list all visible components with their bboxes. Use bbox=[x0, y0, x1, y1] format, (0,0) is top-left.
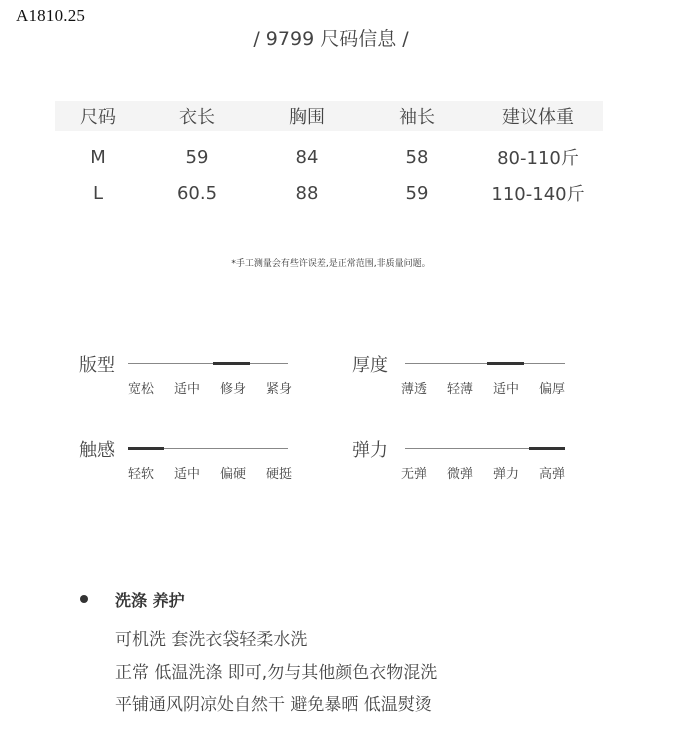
scale-option: 轻软 bbox=[128, 467, 155, 482]
scale-fit bbox=[79, 351, 309, 401]
header-length: 衣长 bbox=[179, 107, 215, 128]
scale-selected-marker bbox=[213, 362, 250, 365]
header-sleeve: 袖长 bbox=[399, 107, 435, 128]
care-line: 正常 低温洗涤 即可,勿与其他颜色衣物混洗 bbox=[115, 663, 438, 683]
scale-track bbox=[128, 448, 288, 449]
care-line: 可机洗 套洗衣袋轻柔水洗 bbox=[115, 630, 308, 650]
cell-size: M bbox=[90, 146, 106, 168]
table-row bbox=[55, 139, 603, 175]
scale-texture bbox=[79, 436, 309, 486]
scale-option: 修身 bbox=[220, 382, 247, 397]
scale-track bbox=[405, 448, 565, 449]
scale-selected-marker bbox=[128, 447, 164, 450]
scale-option: 薄透 bbox=[401, 382, 428, 397]
scale-options bbox=[401, 463, 585, 482]
scale-option: 硬挺 bbox=[266, 467, 293, 482]
scale-options bbox=[128, 378, 312, 397]
scale-label: 触感 bbox=[79, 440, 115, 461]
cell-chest: 84 bbox=[295, 146, 319, 168]
cell-chest: 88 bbox=[295, 182, 319, 204]
scale-options bbox=[401, 378, 585, 397]
scale-label: 版型 bbox=[79, 355, 115, 376]
size-table bbox=[55, 101, 603, 211]
scale-option: 无弹 bbox=[401, 467, 428, 482]
cell-length: 59 bbox=[185, 146, 209, 168]
scale-track bbox=[405, 363, 565, 364]
scale-option: 轻薄 bbox=[447, 382, 474, 397]
scale-track bbox=[128, 363, 288, 364]
care-title: 洗涤 养护 bbox=[115, 591, 185, 610]
product-code: A1810.25 bbox=[16, 6, 86, 25]
scale-option: 高弹 bbox=[539, 467, 566, 482]
scale-selected-marker bbox=[487, 362, 524, 365]
scale-label: 弹力 bbox=[352, 440, 388, 461]
scale-option: 偏厚 bbox=[539, 382, 566, 397]
scale-option: 紧身 bbox=[266, 382, 293, 397]
scale-options bbox=[128, 463, 312, 482]
header-chest: 胸围 bbox=[289, 107, 325, 128]
care-line: 平铺通风阴凉处自然干 避免暴晒 低温熨烫 bbox=[115, 695, 432, 715]
scale-option: 适中 bbox=[493, 382, 520, 397]
table-header-row bbox=[55, 101, 603, 131]
cell-sleeve: 58 bbox=[405, 146, 429, 168]
scale-option: 宽松 bbox=[128, 382, 155, 397]
cell-size: L bbox=[92, 182, 104, 204]
scale-label: 厚度 bbox=[352, 355, 388, 376]
table-row bbox=[55, 175, 603, 211]
header-weight: 建议体重 bbox=[502, 107, 574, 128]
scale-option: 弹力 bbox=[493, 467, 520, 482]
cell-sleeve: 59 bbox=[405, 182, 429, 204]
header-size: 尺码 bbox=[80, 107, 116, 128]
cell-length: 60.5 bbox=[176, 182, 218, 204]
scale-option: 适中 bbox=[174, 467, 201, 482]
measurement-note: *手工测量会有些许误差,是正常范围,非质量问题。 bbox=[231, 259, 431, 269]
page-title: / 9799 尺码信息 / bbox=[253, 28, 409, 50]
scale-thickness bbox=[352, 351, 582, 401]
scale-option: 适中 bbox=[174, 382, 201, 397]
scale-elasticity bbox=[352, 436, 582, 486]
bullet-icon bbox=[80, 595, 88, 603]
cell-weight: 80-110斤 bbox=[497, 148, 579, 169]
cell-weight: 110-140斤 bbox=[491, 184, 585, 205]
scale-selected-marker bbox=[529, 447, 565, 450]
scale-option: 微弹 bbox=[447, 467, 474, 482]
scale-option: 偏硬 bbox=[220, 467, 247, 482]
